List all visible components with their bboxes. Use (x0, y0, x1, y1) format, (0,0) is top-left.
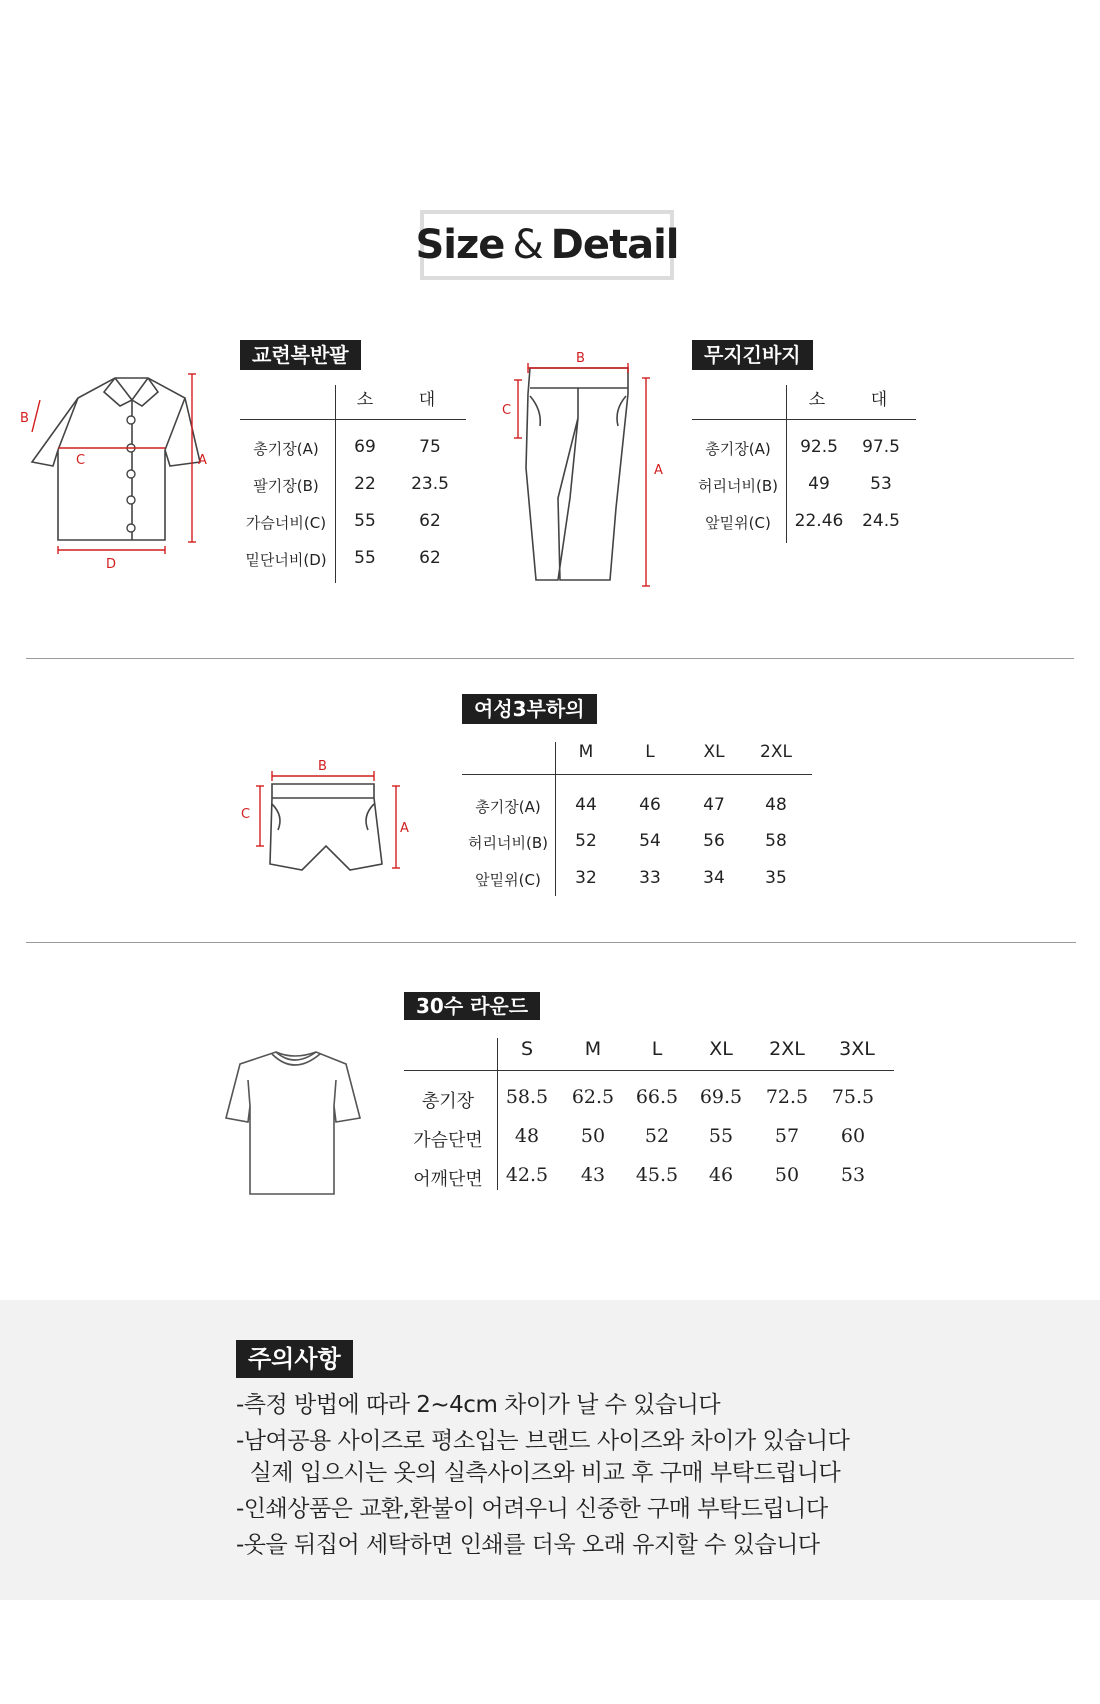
table-cell: 57 (774, 1125, 800, 1147)
col-header: S (520, 1038, 534, 1060)
table-cell: 35 (765, 868, 787, 888)
col-header: L (645, 742, 655, 762)
table-cell: 60 (840, 1125, 866, 1147)
table-cell: 22.46 (794, 511, 844, 531)
table-cell: 47 (703, 795, 725, 815)
tee-illustration (222, 1046, 372, 1198)
shirt-letter-b: B (20, 411, 29, 426)
row-label: 허리너비(B) (468, 834, 548, 852)
pants-label: 무지긴바지 (692, 340, 813, 370)
table-cell: 48 (514, 1125, 540, 1147)
title-sub: Detail (550, 222, 679, 268)
table-cell: 50 (580, 1125, 606, 1147)
table-cell: 55 (354, 548, 376, 568)
row-label: 가슴너비(C) (245, 514, 327, 532)
title-amp: & (512, 222, 543, 268)
table-cell: 53 (840, 1164, 866, 1186)
col-header: 소 (808, 390, 826, 410)
table-cell: 53 (870, 474, 892, 494)
pants-size-table (692, 385, 922, 545)
shirt-size-table (240, 385, 470, 585)
shorts-letter-b: B (318, 759, 327, 774)
col-header: 대 (418, 390, 436, 410)
note-line: -남여공용 사이즈로 평소입는 브랜드 사이즈와 차이가 있습니다 (236, 1428, 850, 1454)
table-cell: 46 (639, 795, 661, 815)
table-cell: 58.5 (505, 1086, 549, 1108)
shirt-letter-a: A (198, 453, 207, 468)
shirt-letter-c: C (76, 453, 86, 468)
table-cell: 62 (419, 548, 441, 568)
table-cell: 45.5 (635, 1164, 679, 1186)
row-label: 총기장(A) (705, 440, 771, 458)
table-cell: 44 (575, 795, 597, 815)
col-header: 2XL (769, 1038, 805, 1060)
table-cell: 75.5 (831, 1086, 875, 1108)
table-cell: 24.5 (862, 511, 900, 531)
shirt-illustration (20, 370, 210, 570)
row-label: 총기장(A) (475, 798, 541, 816)
page-title (415, 210, 679, 280)
table-cell: 43 (580, 1164, 606, 1186)
row-label: 가슴단면 (413, 1130, 483, 1151)
col-header: M (584, 1038, 602, 1060)
table-cell: 69.5 (699, 1086, 743, 1108)
col-header: 3XL (839, 1038, 875, 1060)
note-line: 실제 입으시는 옷의 실측사이즈와 비교 후 구매 부탁드립니다 (236, 1460, 841, 1486)
table-cell: 75 (419, 437, 441, 457)
note-line: -인쇄상품은 교환,환불이 어려우니 신중한 구매 부탁드립니다 (236, 1496, 828, 1522)
table-cell: 42.5 (505, 1164, 549, 1186)
pants-letter-b: B (576, 351, 585, 366)
shorts-letter-c: C (241, 807, 251, 822)
table-cell: 46 (708, 1164, 734, 1186)
table-cell: 22 (354, 474, 376, 494)
col-header: L (651, 1038, 663, 1060)
section-divider (26, 658, 1074, 659)
shirt-letter-d: D (106, 557, 117, 570)
row-label: 총기장 (421, 1091, 475, 1112)
note-line: -옷을 뒤집어 세탁하면 인쇄를 더욱 오래 유지할 수 있습니다 (236, 1532, 820, 1558)
table-cell: 49 (808, 474, 830, 494)
table-cell: 23.5 (411, 474, 449, 494)
col-header: 대 (870, 390, 888, 410)
col-header: XL (703, 742, 725, 762)
table-cell: 66.5 (635, 1086, 679, 1108)
note-line: -측정 방법에 따라 2~4cm 차이가 날 수 있습니다 (236, 1392, 721, 1418)
tee-label: 30수 라운드 (404, 992, 540, 1020)
title-main: Size (415, 222, 505, 268)
row-label: 팔기장(B) (253, 477, 319, 495)
table-cell: 50 (774, 1164, 800, 1186)
tee-size-table (404, 1038, 904, 1198)
table-cell: 58 (765, 831, 787, 851)
table-cell: 72.5 (765, 1086, 809, 1108)
shorts-size-table (462, 742, 822, 902)
row-label: 밑단너비(D) (245, 551, 327, 569)
shirt-label: 교련복반팔 (240, 340, 361, 370)
row-label: 허리너비(B) (698, 477, 778, 495)
table-cell: 55 (708, 1125, 734, 1147)
table-cell: 62.5 (571, 1086, 615, 1108)
table-cell: 55 (354, 511, 376, 531)
pants-letter-a: A (654, 463, 663, 478)
col-header: 2XL (760, 742, 792, 762)
table-cell: 52 (575, 831, 597, 851)
section-divider (26, 942, 1076, 943)
row-label: 앞밑위(C) (475, 871, 541, 889)
pants-letter-c: C (502, 403, 512, 418)
shorts-illustration (236, 752, 416, 882)
shorts-letter-a: A (400, 821, 409, 836)
col-header: XL (709, 1038, 733, 1060)
table-cell: 97.5 (862, 437, 900, 457)
table-cell: 32 (575, 868, 597, 888)
table-cell: 48 (765, 795, 787, 815)
row-label: 앞밑위(C) (705, 514, 771, 532)
table-cell: 56 (703, 831, 725, 851)
table-cell: 54 (639, 831, 661, 851)
table-cell: 62 (419, 511, 441, 531)
table-cell: 69 (354, 437, 376, 457)
notes-label: 주의사항 (236, 1340, 353, 1378)
row-label: 어깨단면 (413, 1169, 483, 1190)
shorts-label: 여성3부하의 (462, 694, 597, 724)
table-cell: 92.5 (800, 437, 838, 457)
table-cell: 33 (639, 868, 661, 888)
row-label: 총기장(A) (253, 440, 319, 458)
pants-illustration (498, 348, 668, 593)
table-cell: 34 (703, 868, 725, 888)
col-header: 소 (356, 390, 374, 410)
table-cell: 52 (644, 1125, 670, 1147)
col-header: M (578, 742, 594, 762)
